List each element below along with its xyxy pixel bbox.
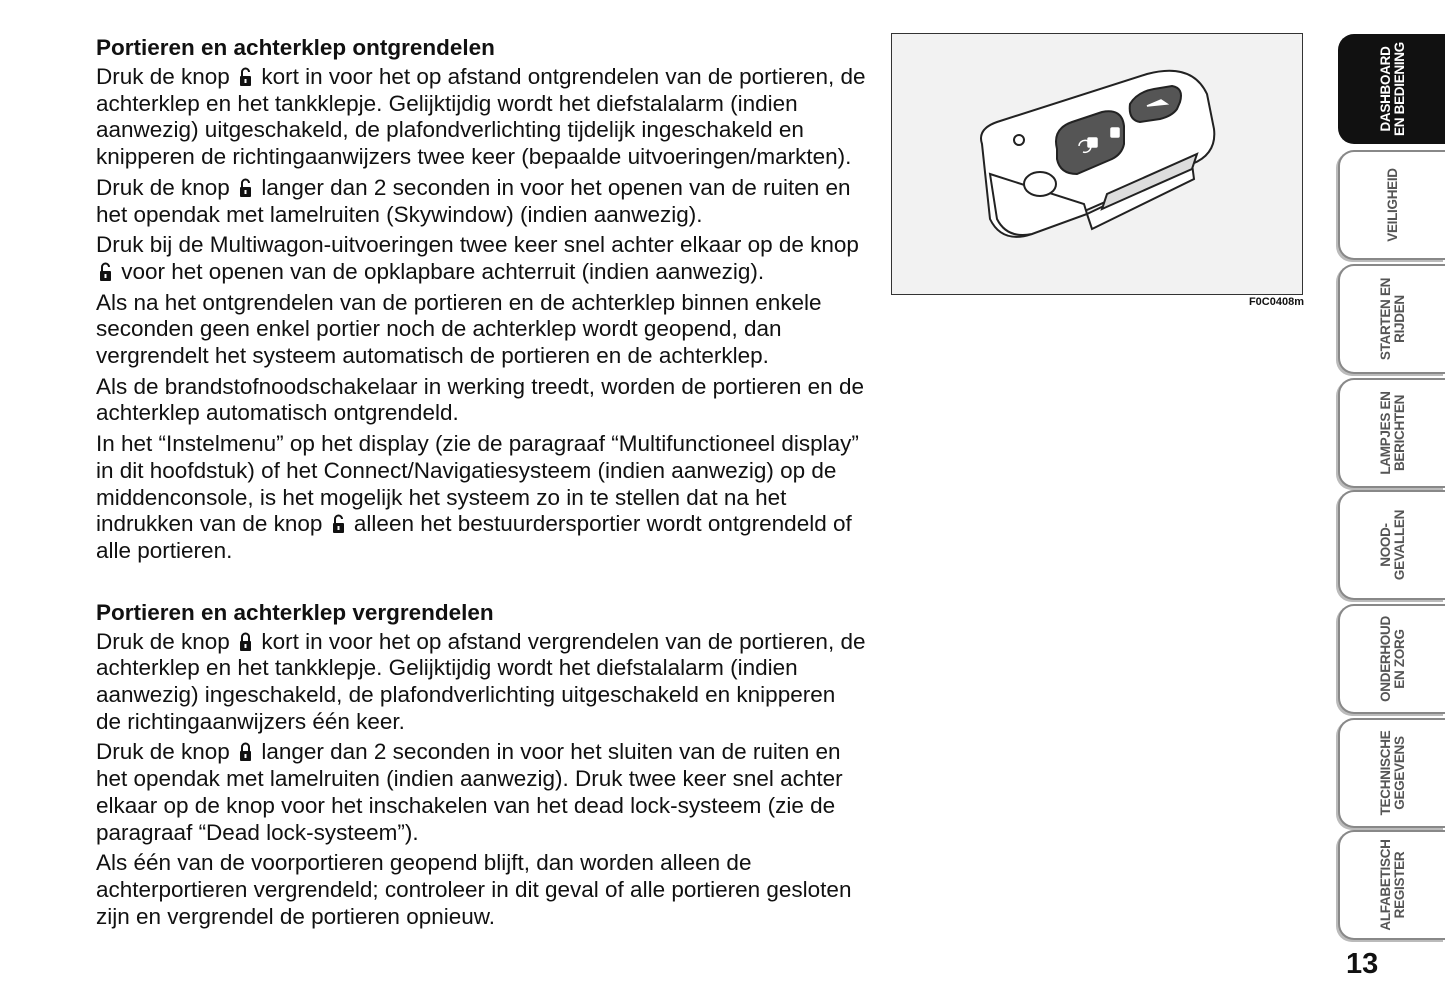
unlock-icon: [239, 67, 252, 87]
paragraph: Druk bij de Multiwagon-uitvoeringen twee keer snel achter elkaar op de knop voor het openen van de opklapbare achterruit (indien aanwezig).: [96, 232, 859, 284]
tab-lampjes[interactable]: LAMPJES EN BERICHTEN: [1338, 378, 1445, 488]
paragraph: Druk de knop langer dan 2 seconden in voor het openen van de ruiten en het opendak met lamelruiten (Skywindow) (indien aanwezig).: [96, 174, 851, 227]
tab-technische[interactable]: TECHNISCHE GEGEVENS: [1338, 718, 1445, 828]
tab-onderhoud[interactable]: ONDERHOUD EN ZORG: [1338, 604, 1445, 714]
main-text-column: [96, 32, 866, 934]
tab-dashboard[interactable]: DASHBOARD EN BEDIENING: [1338, 34, 1445, 144]
tab-veiligheid[interactable]: VEILIGHEID: [1338, 150, 1445, 260]
lock-icon: [239, 632, 252, 652]
tab-register[interactable]: ALFABETISCH REGISTER: [1338, 830, 1445, 940]
key-fob-figure: [891, 33, 1303, 295]
unlock-icon: [332, 514, 345, 534]
tab-noodgevallen[interactable]: NOOD- GEVALLEN: [1338, 490, 1445, 600]
chapter-tabs: [1338, 34, 1445, 944]
paragraph: Als één van de voorportieren geopend blijft, dan worden alleen de achterportieren vergrendeld; controleer in dit geval of alle portieren gesloten zijn en vergrendel de portieren opnieuw.: [96, 850, 852, 929]
tab-starten[interactable]: STARTEN EN RIJDEN: [1338, 264, 1445, 374]
paragraph: Als de brandstofnoodschakelaar in werking treedt, worden de portieren en de achterklep automatisch ontgrendeld.: [96, 373, 864, 426]
figure-code: F0C0408m: [1248, 296, 1304, 308]
paragraph: Als na het ontgrendelen van de portieren en de achterklep binnen enkele seconden geen enkel portier noch de achterklep wordt geopend, dan vergrendelt het systeem automatisch de portieren en de achterklep.: [96, 289, 822, 369]
unlock-icon: [239, 178, 252, 198]
paragraph: Druk de knop kort in voor het op afstand ontgrendelen van de portieren, de achterklep en het tankklepje. Gelijktijdig wordt het diefstalalarm (indien aanwezig) uitgeschakeld, de plafondverlichting tijdelijk ingeschakeld en knipperen de richtingaanwijzers twee keer (bepaalde uitvoeringen/markten).: [96, 64, 866, 170]
car-key-fob-illustration: [892, 34, 1302, 294]
lock-icon: [239, 742, 252, 762]
unlock-icon: [99, 262, 112, 282]
paragraph: Druk de knop kort in voor het op afstand vergrendelen van de portieren, de achterklep en het tankklepje. Gelijktijdig wordt het diefstalalarm (indien aanwezig) ingeschakeld, de plafondverlichting uitgeschakeld en knipperen de richtingaanwijzers één keer.: [96, 628, 866, 734]
page-number: 13: [1346, 948, 1379, 980]
paragraph: In het “Instelmenu” op het display (zie de paragraaf “Multifunctioneel display” in dit hoofdstuk) of het Connect/Navigatiesysteem (indien aanwezig) op de middenconsole, is het mogelijk het systeem zo in te stellen dat na het indrukken van de knop alleen het bestuurdersportier wordt ontgrendeld of alle portieren.: [96, 431, 859, 563]
section-heading-unlock: Portieren en achterklep ontgrendelen: [96, 35, 495, 60]
paragraph: Druk de knop langer dan 2 seconden in voor het sluiten van de ruiten en het opendak met lamelruiten (indien aanwezig). Druk twee keer snel achter elkaar op de knop voor het inschakelen van het dead lock-systeem (zie de paragraaf “Dead lock-systeem”).: [96, 739, 843, 845]
section-heading-lock: Portieren en achterklep vergrendelen: [96, 599, 494, 625]
